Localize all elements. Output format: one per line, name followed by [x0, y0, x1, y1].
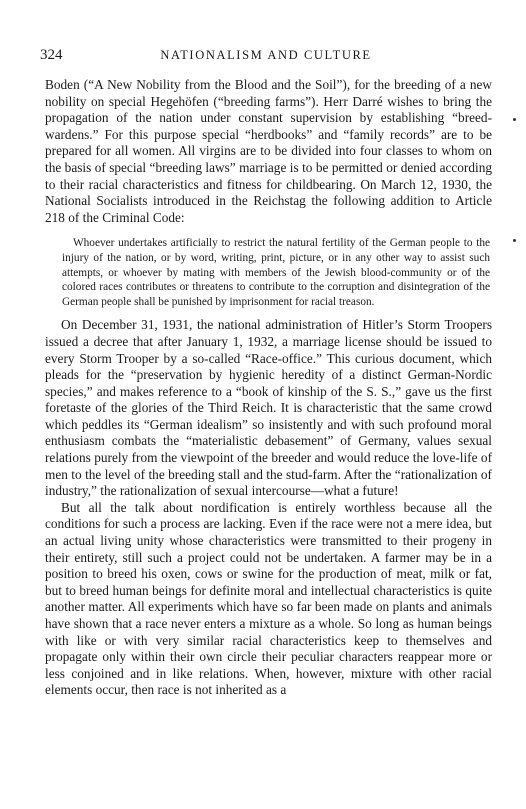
body-text: [45, 77, 492, 699]
margin-dot-mark: [513, 118, 516, 121]
page-header: [40, 47, 492, 67]
block-quote: [45, 236, 492, 309]
block-quote-text: Whoever undertakes artificially to restrict the natural fertility of the German people to the injury of the nation, or by word, writing, print, picture, or in any other way to assist such attempts, or whoever by mating with members of the Jewish blood-community or of the colored races contributes or threatens to contribute to the corruption and disintegration of the German people shall be punished by imprisonment for racial treason.: [62, 237, 490, 308]
paragraph-3: But all the talk about nordification is entirely worthless because all the conditions for such a process are lacking. Even if the race were not a mere idea, but an actual living unity whose characteristics were transmitted to their progeny in their entirety, still such a project could not be undertaken. A farmer may be in a position to breed his oxen, cows or swine for the production of meat, milk or fat, but to breed human beings for definite moral and intellectual characteristics is quite another matter. All experiments which have so far been made on plants and animals have shown that a race never enters a mixture as a whole. So long as human beings with like or with very similar racial characteristics keep to themselves and propagate only within their own circle their peculiar characters reappear more or less conjoined and in like relations. When, however, mixture with other racial elements occur, then race is not inherited as a: [45, 499, 492, 698]
opening-paragraph: Boden (“A New Nobility from the Blood and the Soil”), for the breeding of a new nobility on special Hegehöfen (“breeding farms”). Herr Darré wishes to bring the propagation of the nation under constant supervision by establishing “breed-wardens.” For this purpose special “herdbooks” and “family records” are to be prepared for all women. All virgins are to be divided into four classes to whom on the basis of special “breeding laws” marriage is to be permitted or denied according to their racial characteristics and fitness for childbearing. On March 12, 1930, the National Socialists introduced in the Reichstag the following addition to Article 218 of the Criminal Code:: [45, 77, 492, 225]
page-number: 324: [40, 47, 63, 63]
running-title: NATIONALISM AND CULTURE: [160, 48, 372, 62]
margin-dot-mark: [513, 239, 516, 242]
paragraph-2: On December 31, 1931, the national administration of Hitler’s Storm Troopers issued a decree that after January 1, 1932, a marriage license should be issued to every Storm Trooper by a so-called “Race-office.” This curious document, which pleads for the “preservation by hygienic heredity of a distinct German-Nordic species,” and makes reference to a “book of kinship of the S. S.,” gave us the first foretaste of the glories of the Third Reich. It is characteristic that the same crowd which peddles its “German idealism” so insistently and with such profound moral enthusiasm combats the “materialistic debasement” of Germany, values sexual relations purely from the viewpoint of the breeder and would reduce the love-life of men to the level of the breeding stall and the stud-farm. After the “rationalization of industry,” the rationalization of sexual intercourse—what a future!: [45, 317, 492, 499]
